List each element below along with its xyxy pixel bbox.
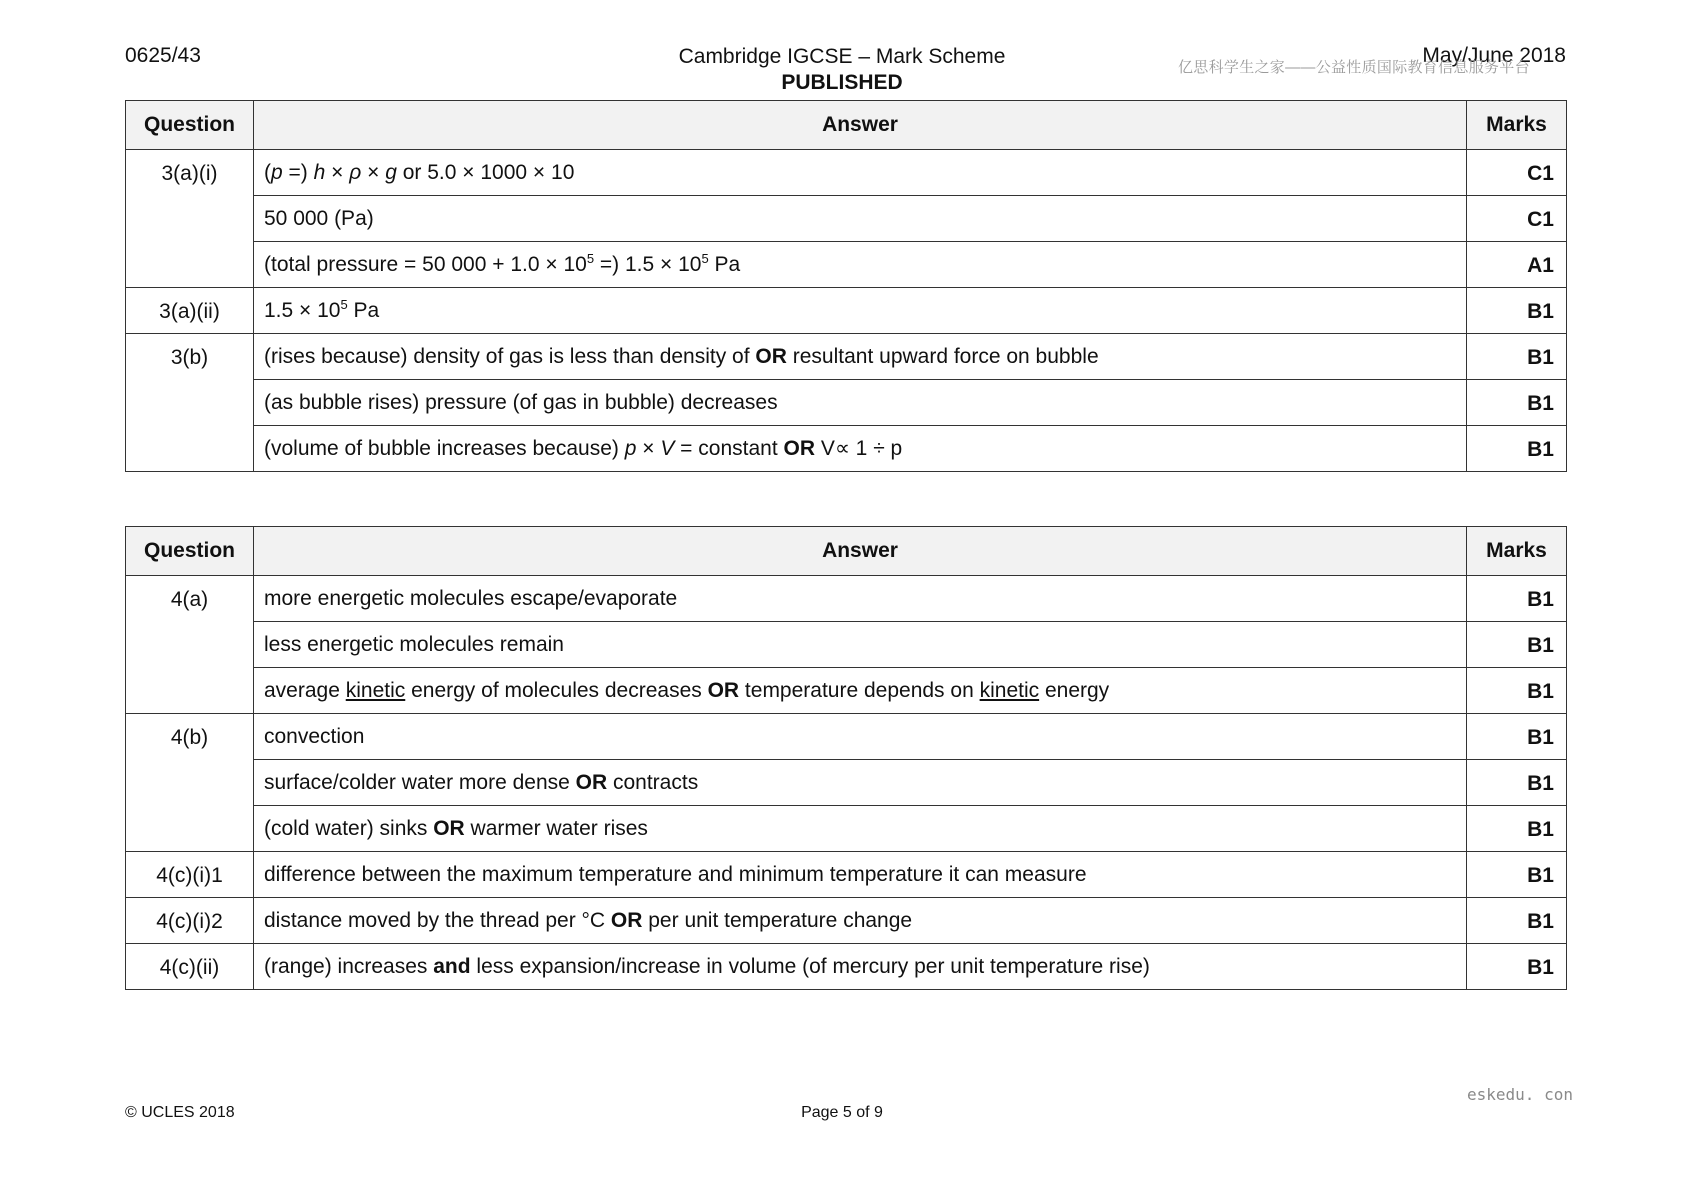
answer-cell: less energetic molecules remain <box>254 622 1467 668</box>
answer-cell: (volume of bubble increases because) p × V = constant OR V∝ 1 ÷ p <box>254 426 1467 472</box>
table-row <box>126 898 1567 944</box>
mark-scheme-table-q3 <box>125 100 1567 472</box>
marks-header: Marks <box>1467 527 1567 576</box>
answer-cell: (p =) h × ρ × g or 5.0 × 1000 × 10 <box>254 150 1467 196</box>
question-number: 3(a)(ii) <box>126 288 254 334</box>
table-row <box>126 334 1567 380</box>
table-row <box>126 380 1567 426</box>
answer-cell: surface/colder water more dense OR contracts <box>254 760 1467 806</box>
paper-code: 0625/43 <box>125 44 201 67</box>
document-title: Cambridge IGCSE – Mark Scheme <box>678 45 1006 68</box>
table-row <box>126 668 1567 714</box>
answer-cell: average kinetic energy of molecules decreases OR temperature depends on kinetic energy <box>254 668 1467 714</box>
answer-cell: (as bubble rises) pressure (of gas in bubble) decreases <box>254 380 1467 426</box>
marks-cell: B1 <box>1467 576 1567 622</box>
table-header-row <box>126 527 1567 576</box>
page-number: Page 5 of 9 <box>801 1104 883 1121</box>
exam-session: May/June 2018 <box>1422 44 1566 67</box>
table-row <box>126 426 1567 472</box>
answer-header: Answer <box>254 527 1467 576</box>
watermark-text: 亿思科学生之家——公益性质国际教育信息服务平台 <box>1178 59 1530 76</box>
answer-cell: convection <box>254 714 1467 760</box>
table-row <box>126 714 1567 760</box>
table-row <box>126 852 1567 898</box>
answer-cell: (total pressure = 50 $000 + 1.0 \times 10^5$ =) $1.5 \times 10^5$ Pa <box>254 242 1467 288</box>
question-number: 3(a)(i) <box>126 150 254 288</box>
table-row <box>126 760 1567 806</box>
marks-cell: C1 <box>1467 150 1567 196</box>
marks-cell: B1 <box>1467 852 1567 898</box>
marks-cell: B1 <box>1467 714 1567 760</box>
question-number: 4(c)(ii) <box>126 944 254 990</box>
marks-cell: B1 <box>1467 288 1567 334</box>
answer-cell: (range) increases and less expansion/increase in volume (of mercury per unit temperature rise) <box>254 944 1467 990</box>
answer-cell: (cold water) sinks OR warmer water rises <box>254 806 1467 852</box>
answer-cell: distance moved by the thread per °C OR per unit temperature change <box>254 898 1467 944</box>
table-row <box>126 288 1567 334</box>
table-row <box>126 944 1567 990</box>
marks-cell: B1 <box>1467 668 1567 714</box>
marks-cell: B1 <box>1467 622 1567 668</box>
marks-cell: B1 <box>1467 760 1567 806</box>
marks-header: Marks <box>1467 101 1567 150</box>
table-header-row <box>126 101 1567 150</box>
table-row <box>126 576 1567 622</box>
answer-cell: difference between the maximum temperature and minimum temperature it can measure <box>254 852 1467 898</box>
marks-cell: B1 <box>1467 426 1567 472</box>
marks-cell: C1 <box>1467 196 1567 242</box>
question-number: 4(a) <box>126 576 254 714</box>
question-header: Question <box>126 527 254 576</box>
site-watermark: eskedu. con <box>1467 1085 1573 1104</box>
answer-header: Answer <box>254 101 1467 150</box>
answer-cell: (rises because) density of gas is less than density of OR resultant upward force on bubble <box>254 334 1467 380</box>
marks-cell: B1 <box>1467 898 1567 944</box>
table-row <box>126 622 1567 668</box>
answer-cell: $1.5 \times 10^5$ Pa <box>254 288 1467 334</box>
copyright-notice: © UCLES 2018 <box>125 1104 235 1121</box>
table-row <box>126 196 1567 242</box>
marks-cell: A1 <box>1467 242 1567 288</box>
table-row <box>126 150 1567 196</box>
answer-cell: 50 000 (Pa) <box>254 196 1467 242</box>
marks-cell: B1 <box>1467 806 1567 852</box>
marks-cell: B1 <box>1467 944 1567 990</box>
question-number: 4(c)(i)1 <box>126 852 254 898</box>
mark-scheme-table-q4 <box>125 526 1567 990</box>
published-label: PUBLISHED <box>781 71 903 94</box>
question-header: Question <box>126 101 254 150</box>
question-number: 4(c)(i)2 <box>126 898 254 944</box>
table-row <box>126 806 1567 852</box>
marks-cell: B1 <box>1467 334 1567 380</box>
answer-cell: more energetic molecules escape/evaporate <box>254 576 1467 622</box>
question-number: 4(b) <box>126 714 254 852</box>
question-number: 3(b) <box>126 334 254 472</box>
table-row <box>126 242 1567 288</box>
marks-cell: B1 <box>1467 380 1567 426</box>
